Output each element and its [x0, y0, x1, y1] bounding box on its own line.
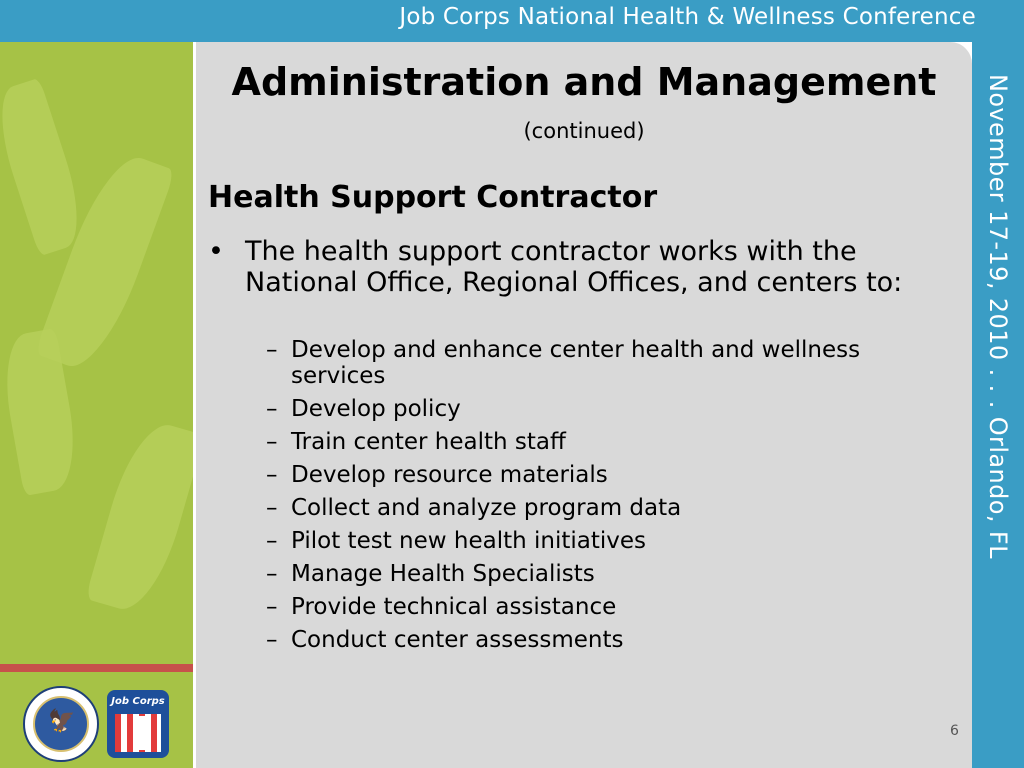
- dash-marker: –: [266, 495, 278, 521]
- sub-bullet-item: [266, 396, 926, 422]
- red-divider: [0, 664, 193, 672]
- seal-center: [33, 696, 89, 752]
- bullet-marker: •: [208, 236, 224, 267]
- header-band: [0, 0, 1024, 42]
- dash-marker: –: [266, 594, 278, 620]
- right-sidebar-band: [972, 42, 1024, 768]
- sub-bullet-item: [266, 462, 926, 488]
- slide-title: Administration and Management: [231, 60, 937, 104]
- job-corps-logo: [107, 690, 169, 758]
- sub-bullet-item: [266, 429, 926, 455]
- dash-marker: –: [266, 337, 278, 363]
- page-number: 6: [950, 723, 959, 739]
- dash-marker: –: [266, 528, 278, 554]
- cross-icon: [133, 716, 145, 750]
- dash-marker: –: [266, 396, 278, 422]
- section-heading: Health Support Contractor: [208, 180, 658, 215]
- sub-bullet-text: Train center health staff: [291, 429, 566, 455]
- main-bullet-text: The health support contractor works with the National Office, Regional Offices, and centers to:: [245, 236, 903, 298]
- sub-bullet-item: [266, 337, 926, 389]
- sub-bullet-text: Develop policy: [291, 396, 461, 422]
- eagle-icon: 🦅: [48, 709, 76, 734]
- sub-bullet-text: Pilot test new health initiatives: [291, 528, 647, 554]
- job-corps-logo-text: Job Corps: [111, 696, 165, 707]
- date-location-text: November 17-19, 2010 . . . Orlando, FL: [984, 74, 1012, 559]
- sub-bullet-item: [266, 627, 926, 653]
- sub-bullet-item: [266, 495, 926, 521]
- sub-bullet-list: [266, 337, 926, 660]
- sub-bullet-item: [266, 594, 926, 620]
- sub-bullet-text: Develop and enhance center health and wellness services: [291, 337, 861, 389]
- sub-bullet-item: [266, 528, 926, 554]
- leaf-pattern: [0, 78, 92, 257]
- dash-marker: –: [266, 627, 278, 653]
- slide-subtitle: (continued): [523, 119, 645, 143]
- conference-title: Job Corps National Health & Wellness Conference: [399, 4, 976, 30]
- sub-bullet-text: Provide technical assistance: [291, 594, 617, 620]
- leaf-pattern: [85, 416, 193, 618]
- dash-marker: –: [266, 429, 278, 455]
- sub-bullet-item: [266, 561, 926, 587]
- left-decorative-band: [0, 42, 193, 768]
- dash-marker: –: [266, 561, 278, 587]
- dash-marker: –: [266, 462, 278, 488]
- department-of-labor-seal-logo: [23, 686, 99, 762]
- sub-bullet-text: Conduct center assessments: [291, 627, 624, 653]
- sub-bullet-text: Develop resource materials: [291, 462, 608, 488]
- main-bullet: [208, 236, 938, 298]
- sub-bullet-text: Manage Health Specialists: [291, 561, 595, 587]
- sub-bullet-text: Collect and analyze program data: [291, 495, 682, 521]
